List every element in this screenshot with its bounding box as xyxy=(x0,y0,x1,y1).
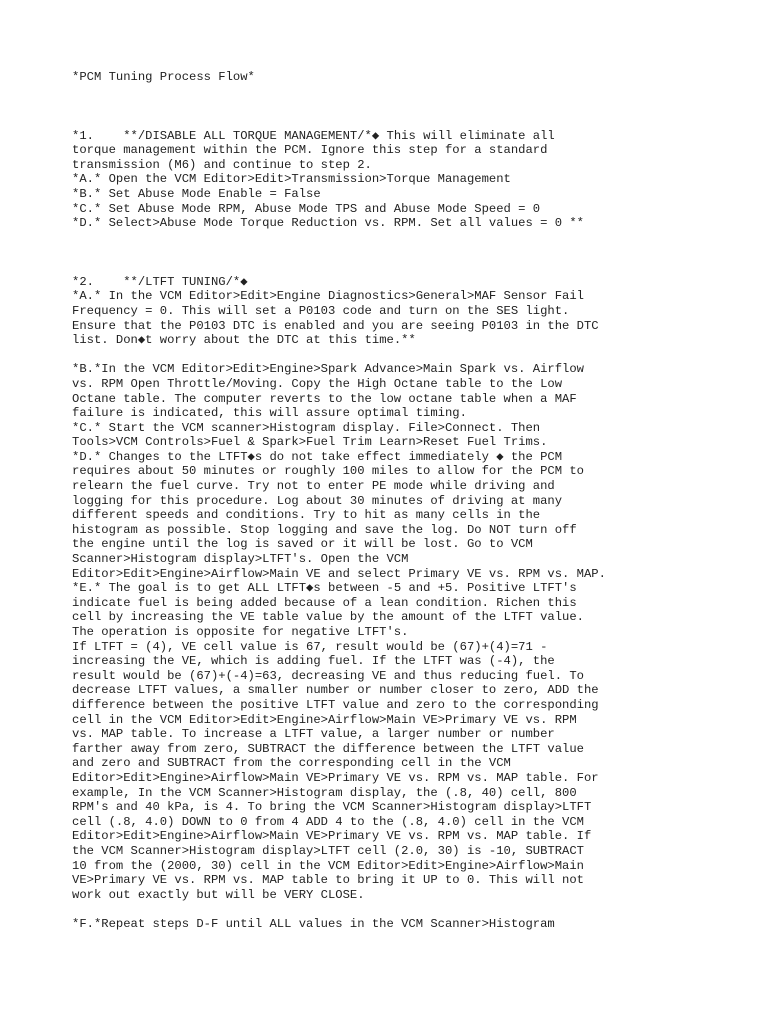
section-2-body-line: Octane table. The computer reverts to the low octane table when a MAF xyxy=(72,391,577,406)
section-2-body-line: indicate fuel is being added because of a lean condition. Richen this xyxy=(72,595,577,610)
section-2-body-line: Editor>Edit>Engine>Airflow>Main VE>Primary VE vs. RPM vs. MAP table. For xyxy=(72,770,599,785)
section-2-body-line: histogram as possible. Stop logging and save the log. Do NOT turn off xyxy=(72,522,577,537)
section-2-intro-line: Ensure that the P0103 DTC is enabled and you are seeing P0103 in the DTC xyxy=(72,318,599,333)
section-2-body-line: *D.* Changes to the LTFT◆s do not take effect immediately ◆ the PCM xyxy=(72,449,563,464)
section-2-body-line: Scanner>Histogram display>LTFT's. Open the VCM xyxy=(72,552,409,567)
section-2-body-line: *E.* The goal is to get ALL LTFT◆s between -5 and +5. Positive LTFT's xyxy=(72,581,577,596)
section-2-body-line: If LTFT = (4), VE cell value is 67, result would be (67)+(4)=71 - xyxy=(72,639,548,654)
section-2-body-line: Editor>Edit>Engine>Airflow>Main VE>Primary VE vs. RPM vs. MAP table. If xyxy=(72,829,592,844)
spacer xyxy=(72,902,752,917)
section-2-body-line: relearn the fuel curve. Try not to enter PE mode while driving and xyxy=(72,479,555,494)
section-2-body-line: The operation is opposite for negative LTFT's. xyxy=(72,625,409,639)
section-2-body-line: requires about 50 minutes or roughly 100 miles to allow for the PCM to xyxy=(72,464,584,479)
section-1-line: transmission (M6) and continue to step 2. xyxy=(72,157,372,172)
section-1-line: *A.* Open the VCM Editor>Edit>Transmission>Torque Management xyxy=(72,172,511,187)
section-2-body-line: 10 from the (2000, 30) cell in the VCM Editor>Edit>Engine>Airflow>Main xyxy=(72,858,584,873)
section-2-body-line: the engine until the log is saved or it will be lost. Go to VCM xyxy=(72,537,533,552)
section-2-body-line: difference between the positive LTFT value and zero to the corresponding xyxy=(72,697,599,712)
section-2-intro-line: *2. **/LTFT TUNING/*◆ xyxy=(72,274,248,289)
document-page xyxy=(72,70,752,931)
spacer xyxy=(72,348,752,363)
section-1-line: *D.* Select>Abuse Mode Torque Reduction vs. RPM. Set all values = 0 ** xyxy=(72,216,584,231)
spacer xyxy=(72,231,752,275)
section-2-body-line: cell in the VCM Editor>Edit>Engine>Airflow>Main VE>Primary VE vs. RPM xyxy=(72,712,577,727)
section-2-body-line: work out exactly but will be VERY CLOSE. xyxy=(72,887,365,902)
section-2-body-line: farther away from zero, SUBTRACT the difference between the LTFT value xyxy=(72,741,584,756)
section-2-body-line: increasing the VE, which is adding fuel. If the LTFT was (-4), the xyxy=(72,654,555,669)
section-2-body-line: logging for this procedure. Log about 30 minutes of driving at many xyxy=(72,493,563,508)
section-2-body-line: VE>Primary VE vs. RPM vs. MAP table to bring it UP to 0. This will not xyxy=(72,873,584,888)
section-2-intro-line: *A.* In the VCM Editor>Edit>Engine Diagnostics>General>MAF Sensor Fail xyxy=(72,289,584,304)
section-2-intro-line: Frequency = 0. This will set a P0103 code and turn on the SES light. xyxy=(72,303,570,318)
section-1-line: *B.* Set Abuse Mode Enable = False xyxy=(72,186,321,201)
section-1-line: *C.* Set Abuse Mode RPM, Abuse Mode TPS and Abuse Mode Speed = 0 xyxy=(72,201,541,216)
section-2-body-line: decrease LTFT values, a smaller number or number closer to zero, ADD the xyxy=(72,683,599,698)
section-2-body-line: RPM's and 40 kPa, is 4. To bring the VCM Scanner>Histogram display>LTFT xyxy=(72,800,592,815)
section-2-body-line: Tools>VCM Controls>Fuel & Spark>Fuel Trim Learn>Reset Fuel Trims. xyxy=(72,435,548,450)
section-2-body-line: vs. RPM Open Throttle/Moving. Copy the High Octane table to the Low xyxy=(72,376,563,391)
section-2-body-line: and zero and SUBTRACT from the corresponding cell in the VCM xyxy=(72,756,511,771)
section-2-step-f-line: *F.*Repeat steps D-F until ALL values in the VCM Scanner>Histogram xyxy=(72,916,555,931)
section-2-body-line: the VCM Scanner>Histogram display>LTFT cell (2.0, 30) is -10, SUBTRACT xyxy=(72,843,584,858)
section-2-body-line: cell by increasing the VE table value by the amount of the LTFT value. xyxy=(72,610,584,625)
section-1-line: *1. **/DISABLE ALL TORQUE MANAGEMENT/*◆ This will eliminate all xyxy=(72,128,555,143)
section-2-body xyxy=(72,362,752,902)
section-2-body-line: Editor>Edit>Engine>Airflow>Main VE and select Primary VE vs. RPM vs. MAP. xyxy=(72,566,606,581)
section-1-disable-torque-management xyxy=(72,129,752,231)
section-2-body-line: *C.* Start the VCM scanner>Histogram display. File>Connect. Then xyxy=(72,420,541,435)
section-1-line: torque management within the PCM. Ignore this step for a standard xyxy=(72,143,548,158)
section-2-body-line: vs. MAP table. To increase a LTFT value, a larger number or number xyxy=(72,727,555,742)
document-title: *PCM Tuning Process Flow* xyxy=(72,70,255,84)
section-2-body-line: cell (.8, 4.0) DOWN to 0 from 4 ADD 4 to the (.8, 4.0) cell in the VCM xyxy=(72,814,584,829)
spacer xyxy=(72,85,752,129)
section-2-body-line: example, In the VCM Scanner>Histogram display, the (.8, 40) cell, 800 xyxy=(72,785,577,800)
section-2-body-line: different speeds and conditions. Try to hit as many cells in the xyxy=(72,508,541,523)
section-2-ltft-tuning xyxy=(72,275,752,932)
section-2-body-line: result would be (67)+(-4)=63, decreasing VE and thus reducing fuel. To xyxy=(72,668,584,683)
section-2-body-line: failure is indicated, this will assure optimal timing. xyxy=(72,406,467,421)
section-2-intro-line: list. Don◆t worry about the DTC at this time.** xyxy=(72,333,416,348)
section-2-body-line: *B.*In the VCM Editor>Edit>Engine>Spark Advance>Main Spark vs. Airflow xyxy=(72,362,584,377)
